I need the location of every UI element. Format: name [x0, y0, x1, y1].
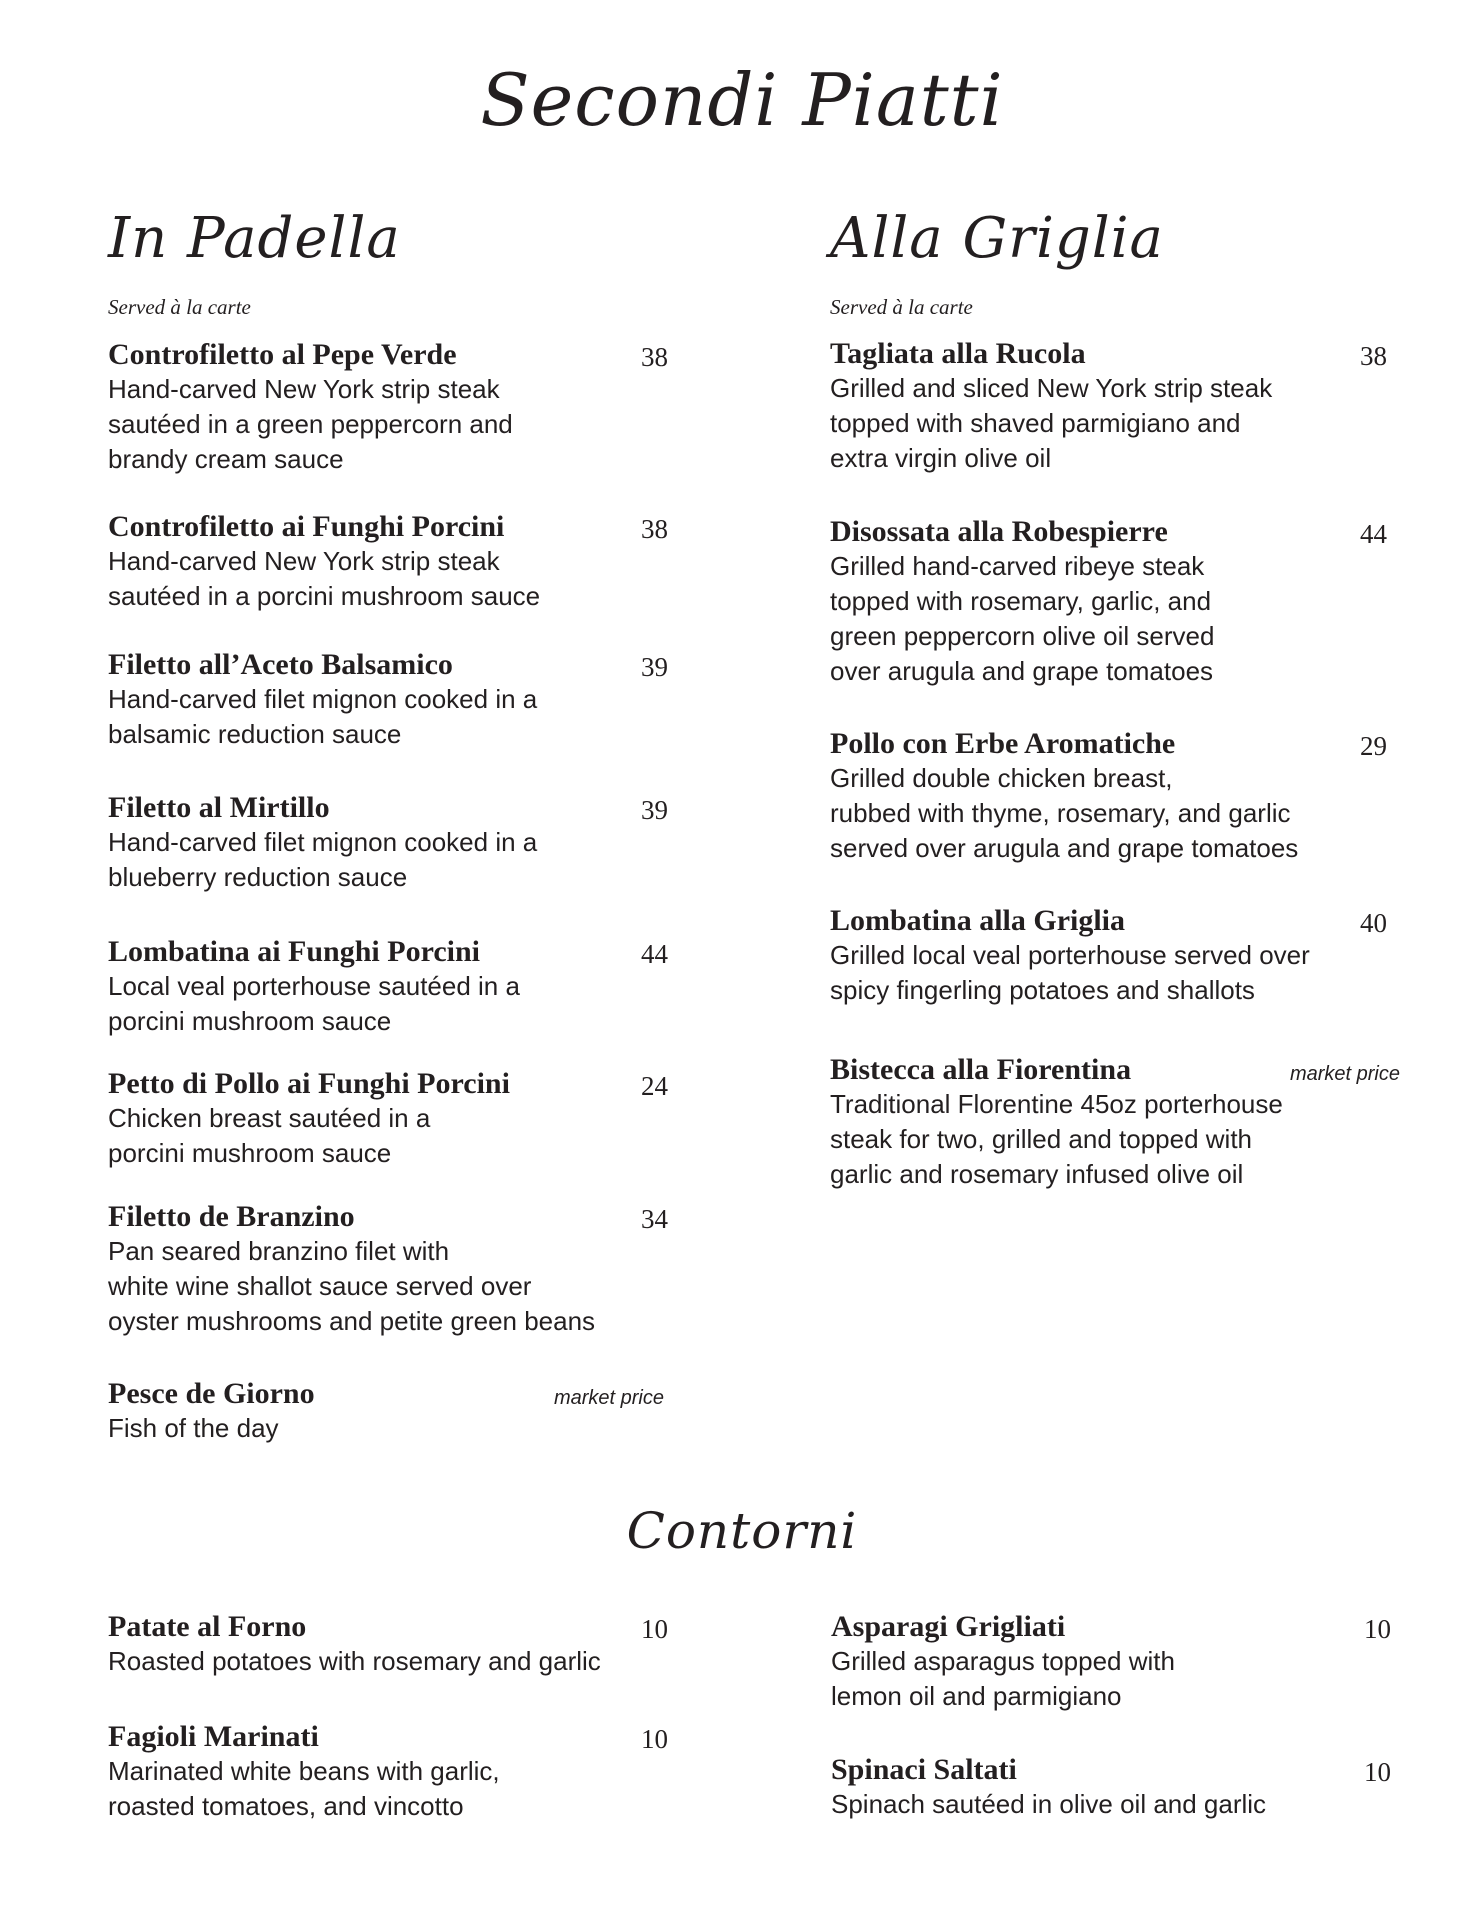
description-line: brandy cream sauce	[108, 444, 344, 474]
description-line: Pan seared branzino filet with	[108, 1236, 450, 1266]
description-line: sautéed in a porcini mushroom sauce	[108, 581, 541, 611]
description-line: Fish of the day	[108, 1413, 279, 1443]
menu-item	[831, 1753, 1391, 1822]
item-name: Filetto all’Aceto Balsamico	[108, 648, 453, 681]
item-name: Pesce de Giorno	[108, 1377, 315, 1410]
description-line: roasted tomatoes, and vincotto	[108, 1791, 464, 1821]
menu-item	[108, 935, 668, 1039]
item-price: 38	[641, 514, 668, 544]
item-price: 38	[1360, 341, 1387, 371]
item-description	[830, 549, 1387, 689]
item-description	[108, 1754, 668, 1824]
description-line: balsamic reduction sauce	[108, 719, 402, 749]
description-line: Grilled asparagus topped with	[831, 1646, 1175, 1676]
item-name: Spinaci Saltati	[831, 1753, 1017, 1786]
description-line: Hand-carved filet mignon cooked in a	[108, 827, 538, 857]
item-price: 10	[1364, 1757, 1391, 1787]
description-line: Traditional Florentine 45oz porterhouse	[830, 1089, 1283, 1119]
item-description	[108, 544, 668, 614]
item-name: Patate al Forno	[108, 1610, 307, 1643]
description-line: garlic and rosemary infused olive oil	[830, 1159, 1244, 1189]
item-description	[108, 1101, 668, 1171]
description-line: Grilled double chicken breast,	[830, 763, 1173, 793]
item-price: 10	[641, 1614, 668, 1644]
description-line: Roasted potatoes with rosemary and garlic	[108, 1646, 601, 1676]
description-line: spicy fingerling potatoes and shallots	[830, 975, 1255, 1005]
menu-item	[108, 1200, 668, 1339]
item-description	[830, 761, 1387, 866]
menu-item	[108, 1610, 668, 1679]
item-name: Pollo con Erbe Aromatiche	[830, 727, 1176, 760]
description-line: Hand-carved New York strip steak	[108, 374, 500, 404]
item-price: market price	[1289, 1063, 1400, 1085]
item-description	[830, 371, 1387, 476]
item-price: 39	[641, 795, 668, 825]
item-price: 29	[1360, 731, 1387, 761]
description-line: Hand-carved New York strip steak	[108, 546, 500, 576]
item-price: 10	[1364, 1614, 1391, 1644]
menu-item	[108, 1720, 668, 1824]
item-name: Filetto al Mirtillo	[108, 791, 330, 824]
item-name: Lombatina ai Funghi Porcini	[108, 935, 481, 968]
page-title: Secondi Piatti	[480, 58, 1004, 142]
menu-item	[108, 1067, 668, 1171]
description-line: Chicken breast sautéed in a	[108, 1103, 431, 1133]
item-name: Controfiletto al Pepe Verde	[108, 338, 457, 371]
item-description	[108, 372, 668, 477]
section-note-in-padella: Served à la carte	[108, 295, 251, 319]
description-line: Grilled hand-carved ribeye steak	[830, 551, 1205, 581]
item-price: 40	[1360, 908, 1387, 938]
menu-item	[108, 1377, 664, 1446]
item-description	[108, 1234, 668, 1339]
item-price: 34	[641, 1204, 668, 1234]
description-line: Hand-carved filet mignon cooked in a	[108, 684, 538, 714]
item-price: 44	[641, 939, 668, 969]
description-line: lemon oil and parmigiano	[831, 1681, 1122, 1711]
description-line: topped with shaved parmigiano and	[830, 408, 1241, 438]
description-line: sautéed in a green peppercorn and	[108, 409, 513, 439]
description-line: rubbed with thyme, rosemary, and garlic	[830, 798, 1291, 828]
section-note-alla-griglia: Served à la carte	[830, 295, 973, 319]
item-name: Disossata alla Robespierre	[830, 515, 1168, 548]
item-description	[831, 1644, 1391, 1714]
section-heading-in-padella: In Padella	[108, 206, 401, 271]
item-description	[831, 1787, 1391, 1822]
description-line: Local veal porterhouse sautéed in a	[108, 971, 520, 1001]
description-line: green peppercorn olive oil served	[830, 621, 1215, 651]
item-price: 44	[1360, 519, 1387, 549]
section-heading-alla-griglia: Alla Griglia	[830, 206, 1164, 271]
menu-item	[830, 904, 1387, 1008]
item-name: Fagioli Marinati	[108, 1720, 319, 1753]
item-description	[108, 825, 668, 895]
description-line: Grilled local veal porterhouse served over	[830, 940, 1310, 970]
description-line: extra virgin olive oil	[830, 443, 1052, 473]
description-line: Marinated white beans with garlic,	[108, 1756, 500, 1786]
menu-item	[830, 337, 1387, 476]
description-line: Grilled and sliced New York strip steak	[830, 373, 1273, 403]
description-line: over arugula and grape tomatoes	[830, 656, 1214, 686]
description-line: Spinach sautéed in olive oil and garlic	[831, 1789, 1267, 1819]
menu-item	[830, 727, 1387, 866]
item-name: Controfiletto ai Funghi Porcini	[108, 510, 505, 543]
menu-item	[108, 791, 668, 895]
menu-item	[831, 1610, 1391, 1714]
menu-item	[108, 510, 668, 614]
item-description	[830, 1087, 1400, 1192]
item-name: Lombatina alla Griglia	[830, 904, 1126, 937]
menu-item	[108, 648, 668, 752]
item-price: 10	[641, 1724, 668, 1754]
item-name: Filetto de Branzino	[108, 1200, 355, 1233]
item-price: 24	[641, 1071, 668, 1101]
item-description	[108, 682, 668, 752]
menu-item	[830, 515, 1387, 689]
description-line: steak for two, grilled and topped with	[830, 1124, 1253, 1154]
menu-item	[108, 338, 668, 477]
description-line: oyster mushrooms and petite green beans	[108, 1306, 596, 1336]
description-line: topped with rosemary, garlic, and	[830, 586, 1212, 616]
item-description	[830, 938, 1387, 1008]
item-name: Asparagi Grigliati	[831, 1610, 1066, 1643]
item-price: 39	[641, 652, 668, 682]
item-name: Bistecca alla Fiorentina	[830, 1053, 1132, 1086]
section-heading-contorni: Contorni	[626, 1502, 858, 1560]
item-name: Tagliata alla Rucola	[830, 337, 1086, 370]
menu-item	[830, 1053, 1400, 1192]
item-description	[108, 1644, 668, 1679]
item-name: Petto di Pollo ai Funghi Porcini	[108, 1067, 510, 1100]
item-price: market price	[553, 1387, 664, 1409]
item-price: 38	[641, 342, 668, 372]
description-line: white wine shallot sauce served over	[108, 1271, 532, 1301]
item-description	[108, 1411, 664, 1446]
description-line: blueberry reduction sauce	[108, 862, 408, 892]
description-line: porcini mushroom sauce	[108, 1006, 392, 1036]
item-description	[108, 969, 668, 1039]
description-line: porcini mushroom sauce	[108, 1138, 392, 1168]
description-line: served over arugula and grape tomatoes	[830, 833, 1299, 863]
